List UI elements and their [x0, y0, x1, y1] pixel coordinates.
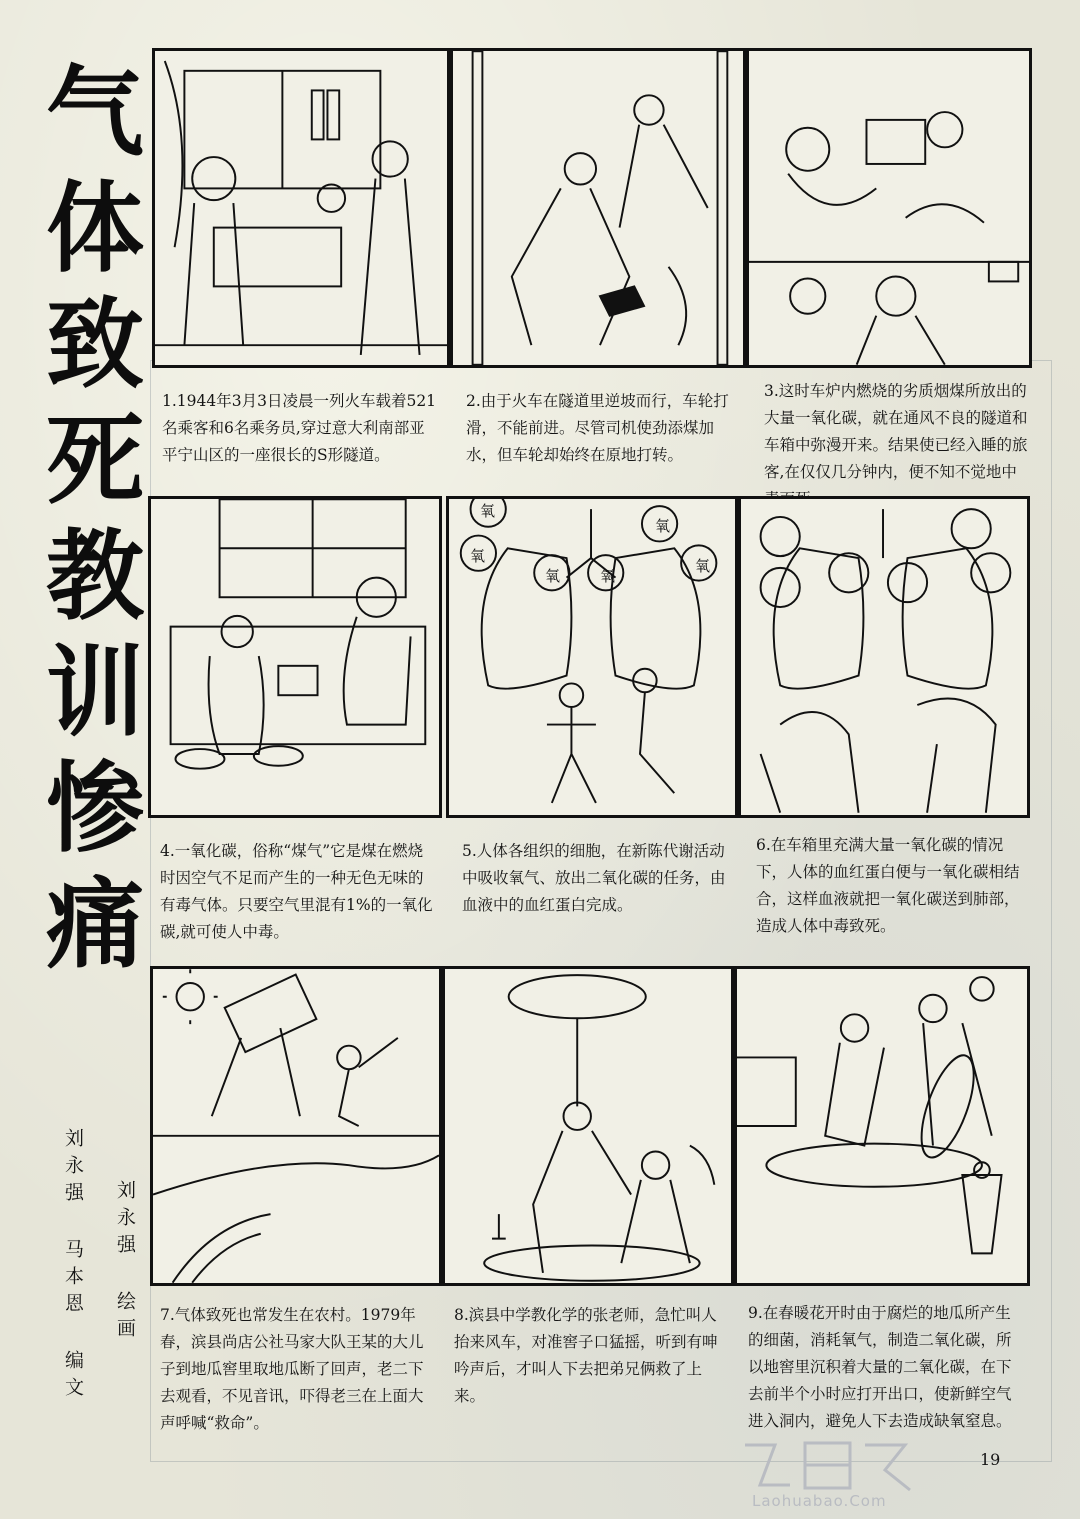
title-char: 死 — [45, 404, 144, 518]
oxygen-bubble: 氧 — [545, 567, 561, 585]
panel-8-rescue — [442, 966, 734, 1286]
caption-2: 2.由于火车在隧道里逆坡而行，车轮打滑，不能前进。尽管司机使劲添煤加水，但车轮却始终在原地打转。 — [466, 392, 729, 464]
title-char: 痛 — [45, 868, 144, 982]
panel-7-cellar-call — [150, 966, 442, 1286]
caption-8: 8.滨县中学教化学的张老师，急忙叫人抬来风车，对准窖子口猛摇，听到有呻吟声后，才叫人下去把弟兄俩救了上来。 — [454, 1306, 718, 1405]
caption-4: 4.一氧化碳，俗称“煤气”它是煤在燃烧时因空气不足而产生的一种无色无味的有毒气体。只要空气里混有1%的一氧化碳,就可使人中毒。 — [160, 842, 433, 941]
title-char: 致 — [45, 288, 144, 402]
oxygen-bubble: 氧 — [695, 557, 711, 575]
title-char: 气 — [45, 56, 144, 170]
title-char: 教 — [45, 520, 144, 634]
oxygen-bubble: 氧 — [600, 567, 616, 585]
title-char: 训 — [45, 636, 144, 750]
page-title — [40, 55, 150, 983]
page-number: 19 — [980, 1450, 1001, 1469]
caption-6: 6.在车箱里充满大量一氧化碳的情况下，人体的血红蛋白便与一氧化碳相结合，这样血液就把一氧化碳送到肺部，造成人体中毒致死。 — [756, 836, 1020, 935]
panel-6-co-lungs — [738, 496, 1030, 818]
title-char: 惨 — [45, 752, 144, 866]
panel-9-cellar-opening — [734, 966, 1030, 1286]
title-char: 体 — [45, 172, 144, 286]
caption-7: 7.气体致死也常发生在农村。1979年春，滨县尚店公社马家大队王某的大儿子到地瓜窖里取地瓜断了回声，老二下去观看，不见音讯，吓得老三在上面大声呼喊“救命”。 — [160, 1306, 424, 1432]
oxygen-bubble: 氧 — [655, 517, 671, 535]
panel-1-dining-car — [152, 48, 450, 368]
writers-credit: 刘永强 马本恩 编文 — [62, 1128, 84, 1404]
caption-5: 5.人体各组织的细胞，在新陈代谢活动中吸收氧气、放出二氧化碳的任务，由血液中的血红蛋白完成。 — [462, 842, 726, 914]
caption-9: 9.在春暖花开时由于腐烂的地瓜所产生的细菌，消耗氧气，制造二氧化碳，所以地窖里沉积着大量的二氧化碳，在下去前半个小时应打开出口，使新鲜空气进入洞内，避免人下去造成缺氧窒息。 — [748, 1304, 1012, 1430]
oxygen-bubble: 氧 — [480, 502, 496, 520]
artist-credit: 刘永强 绘画 — [114, 1180, 136, 1345]
panel-5-healthy-lungs — [446, 496, 738, 818]
panel-2-stoker — [450, 48, 746, 368]
caption-1: 1.1944年3月3日凌晨一列火车载着521名乘客和6名乘务员,穿过意大利南部亚平宁山区的一座很长的S形隧道。 — [162, 392, 437, 464]
panel-3-poisoned-passengers — [746, 48, 1032, 368]
panel-4-coal-stove — [148, 496, 442, 818]
oxygen-bubble: 氧 — [470, 547, 486, 565]
caption-3: 3.这时车炉内燃烧的劣质烟煤所放出的大量一氧化碳，就在通风不良的隧道和车箱中弥漫开来。结果使已经入睡的旅客,在仅仅几分钟内，便不知不觉地中 — [764, 382, 1028, 481]
watermark-text: Laohuabao.Com — [752, 1492, 887, 1510]
